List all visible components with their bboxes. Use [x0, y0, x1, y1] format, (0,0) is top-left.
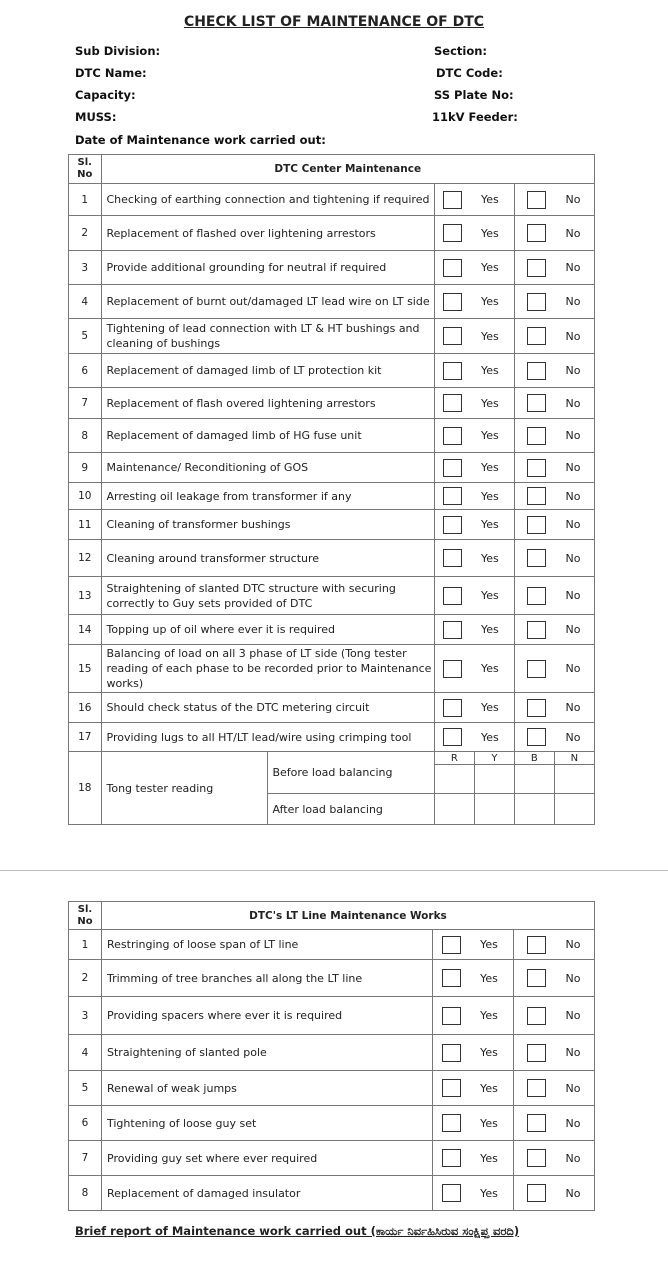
- row-number: 8: [69, 419, 102, 453]
- field-sub-division: Sub Division:: [75, 44, 161, 58]
- row-description: Tightening of lead connection with LT & HT bushings and cleaning of bushings: [101, 319, 434, 354]
- row-description: Providing spacers where ever it is required: [102, 997, 433, 1035]
- no-checkbox[interactable]: [527, 549, 546, 567]
- table-row: [69, 615, 595, 645]
- no-option: [514, 216, 594, 251]
- row-number: 2: [69, 960, 102, 997]
- no-option: [514, 483, 594, 510]
- no-checkbox[interactable]: [527, 1184, 546, 1202]
- phase-y-label: Y: [475, 752, 515, 764]
- no-option: [514, 1106, 595, 1141]
- no-option: [514, 723, 594, 752]
- no-checkbox[interactable]: [527, 587, 546, 605]
- yes-option: [433, 930, 514, 960]
- no-checkbox[interactable]: [527, 1007, 546, 1025]
- row-description: Replacement of flash overed lightening arrestors: [101, 388, 434, 419]
- no-label: No: [565, 329, 581, 343]
- table-row: [69, 577, 595, 615]
- table-row: [69, 453, 595, 483]
- yes-option: [434, 483, 514, 510]
- row-description: Replacement of burnt out/damaged LT lead wire on LT side: [101, 285, 434, 319]
- table-row: [69, 1176, 595, 1211]
- no-label: No: [565, 589, 581, 602]
- table-row: [69, 930, 595, 960]
- table-row: [69, 997, 595, 1035]
- yes-checkbox[interactable]: [443, 487, 462, 505]
- yes-label: Yes: [481, 518, 499, 531]
- row-description: Straightening of slanted DTC structure with securing correctly to Guy sets provided of DTC: [101, 577, 434, 615]
- yes-option: [434, 693, 514, 723]
- row-number: 6: [69, 354, 102, 388]
- yes-checkbox[interactable]: [443, 259, 462, 277]
- no-checkbox[interactable]: [527, 699, 546, 717]
- row-number: 18: [69, 752, 102, 825]
- after-y-cell[interactable]: [475, 794, 515, 824]
- table-heading: DTC Center Maintenance: [101, 155, 595, 184]
- no-checkbox[interactable]: [527, 394, 546, 412]
- before-load-balancing-label: Before load balancing: [268, 752, 434, 794]
- yes-checkbox[interactable]: [442, 969, 461, 987]
- row-number: 5: [69, 319, 102, 354]
- no-option: [514, 1071, 595, 1106]
- row-number: 7: [69, 388, 102, 419]
- no-option: [514, 419, 594, 453]
- row-number: 6: [69, 1106, 102, 1141]
- no-label: No: [565, 971, 581, 985]
- yes-label: Yes: [481, 589, 499, 602]
- yes-checkbox[interactable]: [443, 699, 462, 717]
- row-description: Cleaning of transformer bushings: [101, 510, 434, 540]
- yes-option: [434, 184, 514, 216]
- no-option: [514, 1035, 595, 1071]
- no-label: No: [565, 489, 581, 503]
- phase-r-label: R: [435, 752, 475, 764]
- no-option: [514, 615, 594, 645]
- yes-checkbox[interactable]: [443, 362, 462, 380]
- after-load-balancing-label: After load balancing: [268, 794, 434, 825]
- no-label: No: [565, 1081, 581, 1095]
- table-row: [69, 1141, 595, 1176]
- table-row: [69, 388, 595, 419]
- table-row: [69, 184, 595, 216]
- no-label: No: [565, 226, 581, 240]
- no-label: No: [565, 1151, 581, 1165]
- no-label: No: [565, 1186, 581, 1200]
- before-n-cell[interactable]: [554, 765, 594, 793]
- field-date: Date of Maintenance work carried out:: [75, 133, 326, 147]
- after-n-cell[interactable]: [554, 794, 594, 824]
- row-description: Replacement of damaged insulator: [102, 1176, 433, 1211]
- yes-option: [434, 645, 514, 693]
- row-number: 13: [69, 577, 102, 615]
- table-row: [69, 1106, 595, 1141]
- yes-option: [433, 960, 514, 997]
- no-checkbox[interactable]: [527, 191, 546, 209]
- row-description: Checking of earthing connection and tightening if required: [101, 184, 434, 216]
- no-option: [514, 184, 594, 216]
- yes-label: Yes: [480, 1009, 498, 1022]
- yes-checkbox[interactable]: [443, 459, 462, 477]
- row-description: Replacement of damaged limb of LT protection kit: [101, 354, 434, 388]
- no-option: [514, 453, 594, 483]
- no-checkbox[interactable]: [527, 1114, 546, 1132]
- yes-checkbox[interactable]: [443, 293, 462, 311]
- field-muss: MUSS:: [75, 110, 117, 124]
- field-section: Section:: [434, 44, 488, 58]
- yes-checkbox[interactable]: [442, 1184, 461, 1202]
- yes-checkbox[interactable]: [442, 936, 461, 954]
- row-description: Trimming of tree branches all along the LT line: [102, 960, 433, 997]
- table-row: [69, 723, 595, 752]
- no-option: [514, 510, 594, 540]
- yes-label: Yes: [480, 1116, 498, 1130]
- brief-report-heading: Brief report of Maintenance work carried out (ಕಾರ್ಯ ನಿರ್ವಹಿಸಿರುವ ಸಂಕ್ಷಿಪ್ತ ವರದಿ): [75, 1224, 520, 1238]
- yes-option: [434, 723, 514, 752]
- row-number: 9: [69, 453, 102, 483]
- row-description: Tong tester reading: [101, 752, 268, 825]
- yes-option: [434, 615, 514, 645]
- no-checkbox[interactable]: [527, 459, 546, 477]
- row-number: 1: [69, 930, 102, 960]
- yes-label: Yes: [480, 1186, 498, 1200]
- row-description: Renewal of weak jumps: [102, 1071, 433, 1106]
- row-description: Arresting oil leakage from transformer if any: [101, 483, 434, 510]
- yes-label: Yes: [481, 461, 499, 474]
- yes-option: [434, 388, 514, 419]
- row-number: 11: [69, 510, 102, 540]
- row-description: Providing guy set where ever required: [102, 1141, 433, 1176]
- yes-option: [434, 419, 514, 453]
- no-checkbox[interactable]: [527, 327, 546, 345]
- row-description: Maintenance/ Reconditioning of GOS: [101, 453, 434, 483]
- table-row: [69, 1035, 595, 1071]
- section-divider: [0, 870, 668, 871]
- rybn-header: [434, 752, 594, 765]
- row-number: 12: [69, 540, 102, 577]
- no-option: [514, 930, 595, 960]
- before-r-cell[interactable]: [435, 765, 475, 793]
- yes-option: [433, 997, 514, 1035]
- sl-no-header: Sl. No: [69, 902, 102, 930]
- yes-label: Yes: [481, 295, 499, 308]
- yes-checkbox[interactable]: [443, 394, 462, 412]
- yes-checkbox[interactable]: [443, 224, 462, 242]
- no-checkbox[interactable]: [527, 660, 546, 678]
- yes-option: [434, 216, 514, 251]
- no-option: [514, 1141, 595, 1176]
- row-description: Straightening of slanted pole: [102, 1035, 433, 1071]
- row-number: 3: [69, 251, 102, 285]
- row-number: 7: [69, 1141, 102, 1176]
- table-row: [69, 693, 595, 723]
- yes-option: [433, 1035, 514, 1071]
- no-option: [514, 577, 594, 615]
- no-option: [514, 693, 594, 723]
- yes-checkbox[interactable]: [442, 1079, 461, 1097]
- table-heading: DTC's LT Line Maintenance Works: [102, 902, 595, 930]
- yes-label: Yes: [481, 489, 499, 503]
- yes-checkbox[interactable]: [442, 1007, 461, 1025]
- yes-label: Yes: [481, 730, 499, 744]
- row-description: Topping up of oil where ever it is required: [101, 615, 434, 645]
- yes-option: [433, 1141, 514, 1176]
- no-option: [514, 319, 594, 354]
- no-checkbox[interactable]: [527, 427, 546, 445]
- yes-label: Yes: [480, 1081, 498, 1095]
- row-number: 5: [69, 1071, 102, 1106]
- table-header-row: [69, 155, 595, 184]
- yes-label: Yes: [481, 364, 499, 377]
- table-row: [69, 540, 595, 577]
- no-checkbox[interactable]: [527, 728, 546, 746]
- no-checkbox[interactable]: [527, 487, 546, 505]
- yes-checkbox[interactable]: [443, 621, 462, 639]
- table-row: [69, 216, 595, 251]
- no-label: No: [565, 364, 581, 377]
- phase-b-label: B: [514, 752, 554, 764]
- no-option: [514, 997, 595, 1035]
- yes-label: Yes: [481, 662, 499, 675]
- field-dtc-code: DTC Code:: [436, 66, 503, 80]
- no-label: No: [565, 1116, 581, 1130]
- table-row: [69, 354, 595, 388]
- field-ss-plate: SS Plate No:: [434, 88, 514, 102]
- no-label: No: [565, 1046, 581, 1059]
- table-row: [69, 419, 595, 453]
- row-description: Providing lugs to all HT/LT lead/wire using crimping tool: [101, 723, 434, 752]
- row-number: 4: [69, 1035, 102, 1071]
- no-label: No: [565, 701, 581, 714]
- no-label: No: [565, 730, 581, 744]
- yes-label: Yes: [481, 396, 499, 410]
- no-label: No: [565, 1009, 581, 1022]
- no-label: No: [565, 396, 581, 410]
- no-option: [514, 251, 594, 285]
- yes-checkbox[interactable]: [443, 587, 462, 605]
- yes-label: Yes: [481, 551, 499, 565]
- yes-label: Yes: [480, 938, 498, 951]
- yes-checkbox[interactable]: [443, 191, 462, 209]
- no-label: No: [565, 662, 581, 675]
- row-description: Tightening of loose guy set: [102, 1106, 433, 1141]
- yes-checkbox[interactable]: [443, 660, 462, 678]
- no-option: [514, 388, 594, 419]
- dtc-center-maintenance-table: [68, 154, 595, 825]
- before-readings: [434, 765, 594, 794]
- table-row: [69, 319, 595, 354]
- yes-option: [434, 354, 514, 388]
- field-11kv-feeder: 11kV Feeder:: [432, 110, 518, 124]
- row-number: 17: [69, 723, 102, 752]
- row-number: 1: [69, 184, 102, 216]
- yes-label: Yes: [481, 429, 499, 442]
- yes-label: Yes: [481, 701, 499, 714]
- row-number: 3: [69, 997, 102, 1035]
- yes-checkbox[interactable]: [442, 1044, 461, 1062]
- before-y-cell[interactable]: [475, 765, 515, 793]
- no-checkbox[interactable]: [527, 362, 546, 380]
- yes-option: [433, 1106, 514, 1141]
- page-title: CHECK LIST OF MAINTENANCE OF DTC: [183, 14, 485, 30]
- no-label: No: [565, 938, 581, 951]
- row-number: 2: [69, 216, 102, 251]
- row-description: Should check status of the DTC metering circuit: [101, 693, 434, 723]
- phase-n-label: N: [570, 752, 579, 764]
- table-row: [69, 251, 595, 285]
- yes-option: [434, 319, 514, 354]
- yes-label: Yes: [480, 971, 498, 985]
- no-label: No: [565, 429, 581, 442]
- yes-label: Yes: [480, 1151, 498, 1165]
- no-option: [514, 285, 594, 319]
- yes-checkbox[interactable]: [443, 728, 462, 746]
- no-option: [514, 354, 594, 388]
- no-option: [514, 960, 595, 997]
- table-row: [69, 285, 595, 319]
- yes-option: [434, 540, 514, 577]
- no-checkbox[interactable]: [527, 936, 546, 954]
- no-checkbox[interactable]: [527, 224, 546, 242]
- no-checkbox[interactable]: [527, 1149, 546, 1167]
- yes-checkbox[interactable]: [443, 516, 462, 534]
- no-label: No: [565, 623, 581, 636]
- no-checkbox[interactable]: [527, 621, 546, 639]
- yes-label: Yes: [480, 1046, 498, 1059]
- row-description: Replacement of flashed over lightening arrestors: [101, 216, 434, 251]
- no-checkbox[interactable]: [527, 1079, 546, 1097]
- yes-label: Yes: [481, 261, 499, 274]
- yes-option: [434, 577, 514, 615]
- yes-option: [433, 1071, 514, 1106]
- row-number: 8: [69, 1176, 102, 1211]
- lt-line-maintenance-table: [68, 901, 595, 1211]
- after-readings: [434, 794, 594, 825]
- no-label: No: [565, 193, 581, 206]
- sl-no-header: Sl. No: [69, 155, 102, 184]
- yes-option: [434, 510, 514, 540]
- no-label: No: [565, 518, 581, 531]
- field-capacity: Capacity:: [75, 88, 136, 102]
- no-checkbox[interactable]: [527, 516, 546, 534]
- yes-option: [434, 251, 514, 285]
- after-b-cell[interactable]: [514, 794, 554, 824]
- row-number: 4: [69, 285, 102, 319]
- yes-option: [433, 1176, 514, 1211]
- no-checkbox[interactable]: [527, 293, 546, 311]
- table-row: [69, 1071, 595, 1106]
- row-description: Replacement of damaged limb of HG fuse unit: [101, 419, 434, 453]
- table-row: [69, 960, 595, 997]
- yes-option: [434, 285, 514, 319]
- no-label: No: [565, 261, 581, 274]
- yes-checkbox[interactable]: [442, 1114, 461, 1132]
- yes-label: Yes: [481, 226, 499, 240]
- row-number: 10: [69, 483, 102, 510]
- yes-label: Yes: [481, 623, 499, 636]
- before-b-cell[interactable]: [514, 765, 554, 793]
- yes-label: Yes: [481, 193, 499, 206]
- no-label: No: [565, 461, 581, 474]
- field-dtc-name: DTC Name:: [75, 66, 147, 80]
- no-checkbox[interactable]: [527, 1044, 546, 1062]
- row-description: Cleaning around transformer structure: [101, 540, 434, 577]
- row-description: Provide additional grounding for neutral if required: [101, 251, 434, 285]
- row-description: Balancing of load on all 3 phase of LT side (Tong tester reading of each phase to be recorded prior to Maintenance works): [101, 645, 434, 693]
- table-row: [69, 510, 595, 540]
- yes-option: [434, 453, 514, 483]
- table-row-tong-tester: [69, 752, 595, 765]
- row-number: 16: [69, 693, 102, 723]
- row-number: 14: [69, 615, 102, 645]
- no-option: [514, 645, 594, 693]
- table-row: [69, 483, 595, 510]
- yes-label: Yes: [481, 329, 499, 343]
- no-option: [514, 540, 594, 577]
- row-description: Restringing of loose span of LT line: [102, 930, 433, 960]
- yes-checkbox[interactable]: [442, 1149, 461, 1167]
- no-option: [514, 1176, 595, 1211]
- no-checkbox[interactable]: [527, 259, 546, 277]
- after-r-cell[interactable]: [435, 794, 475, 824]
- no-checkbox[interactable]: [527, 969, 546, 987]
- table-header-row: [69, 902, 595, 930]
- no-label: No: [565, 551, 581, 565]
- row-number: 15: [69, 645, 102, 693]
- no-label: No: [565, 295, 581, 308]
- yes-checkbox[interactable]: [443, 549, 462, 567]
- yes-checkbox[interactable]: [443, 327, 462, 345]
- yes-checkbox[interactable]: [443, 427, 462, 445]
- table-row: [69, 645, 595, 693]
